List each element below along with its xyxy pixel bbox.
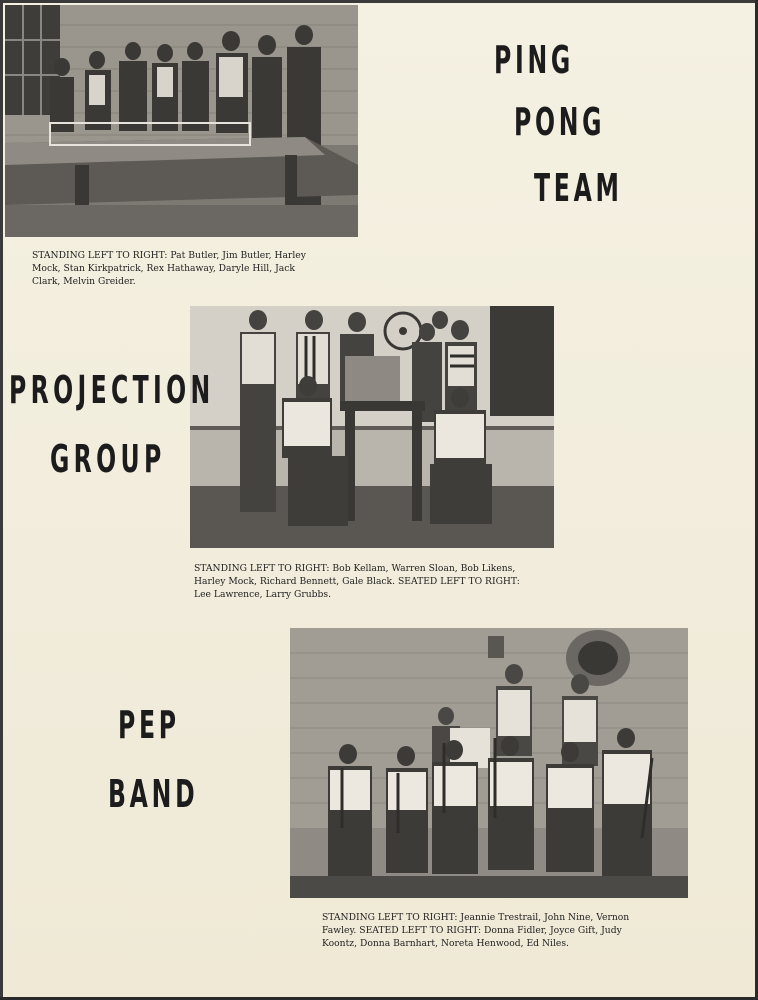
caption-line: Fawley. SEATED LEFT TO RIGHT: Donna Fidler, Joyce Gift, Judy [322, 925, 622, 936]
projection-group-photo [190, 306, 554, 548]
pep-band-title-line-2: BAND [108, 772, 199, 816]
caption-line: Clark, Melvin Greider. [32, 276, 136, 287]
caption-line: Mock, Stan Kirkpatrick, Rex Hathaway, Daryle Hill, Jack [32, 263, 295, 274]
caption-line: STANDING LEFT TO RIGHT: Pat Butler, Jim Butler, Harley [32, 250, 306, 261]
ping-pong-title-line-1: PING [494, 38, 574, 82]
pep-band-caption [322, 911, 629, 950]
caption-line: Harley Mock, Richard Bennett, Gale Black. SEATED LEFT TO RIGHT: [194, 576, 520, 587]
ping-pong-title-line-3: TEAM [534, 166, 623, 210]
caption-line: STANDING LEFT TO RIGHT: Bob Kellam, Warren Sloan, Bob Likens, [194, 563, 516, 574]
ping-pong-team-photo [5, 5, 358, 237]
ping-pong-caption [32, 249, 306, 288]
pep-band-photo [290, 628, 688, 898]
caption-line: STANDING LEFT TO RIGHT: Jeannie Trestrail, John Nine, Vernon [322, 912, 630, 923]
projection-caption [194, 562, 520, 601]
projection-title-line-2: GROUP [50, 437, 166, 481]
ping-pong-title-line-2: PONG [514, 100, 606, 144]
caption-line: Koontz, Donna Barnhart, Noreta Henwood, Ed Niles. [322, 938, 569, 949]
pep-band-title-line-1: PEP [118, 703, 180, 747]
caption-line: Lee Lawrence, Larry Grubbs. [194, 589, 332, 600]
projection-title-line-1: PROJECTION [9, 368, 215, 412]
